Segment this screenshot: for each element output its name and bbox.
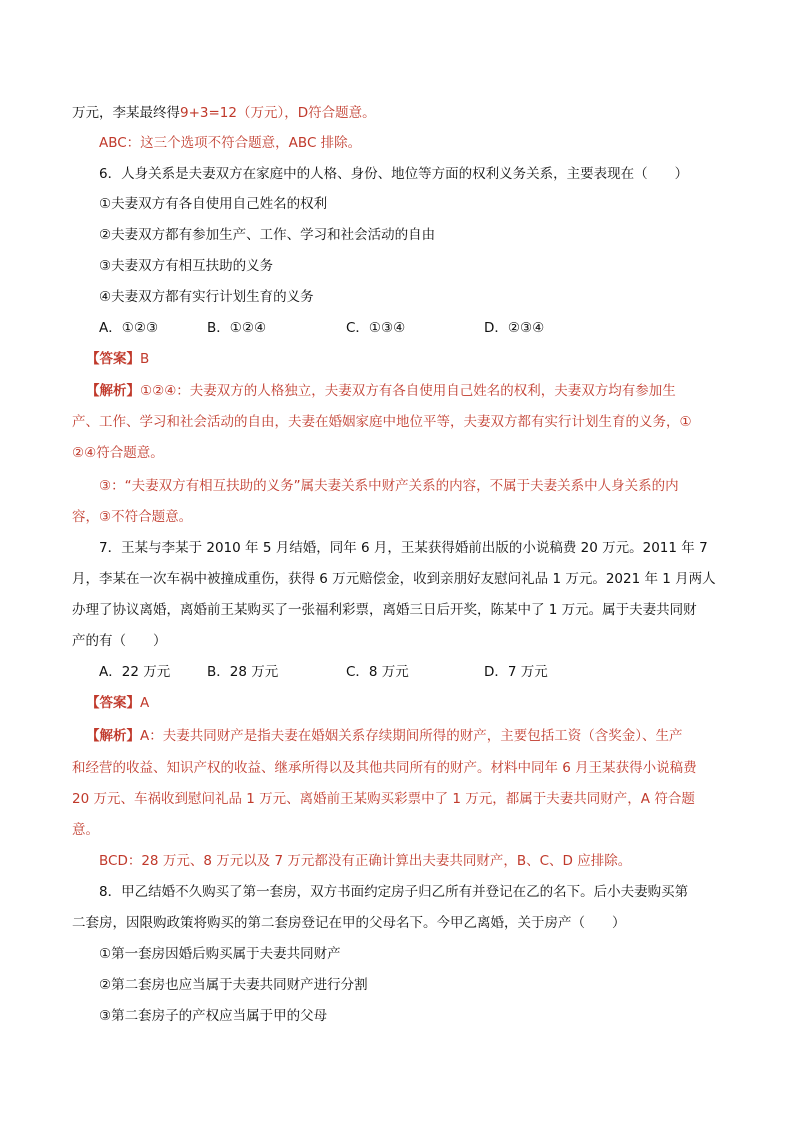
option-b: B．①②④ <box>207 320 267 336</box>
statement-line: ①夫妻双方有各自使用自己姓名的权利 <box>99 196 328 212</box>
option-c: C．①③④ <box>346 320 406 336</box>
option-c: C．8 万元 <box>346 664 409 680</box>
answer-line: 【答案】B <box>86 351 150 367</box>
option-d: D．7 万元 <box>484 664 548 680</box>
analysis-line: 【解析】①②④：夫妻双方的人格独立，夫妻双方有各自使用自己姓名的权利，夫妻双方均有参加生 <box>86 383 676 399</box>
analysis-line: ②④符合题意。 <box>72 445 164 461</box>
analysis-line: ③：“夫妻双方有相互扶助的义务”属夫妻关系中财产关系的内容，不属于夫妻关系中人身关系的内 <box>99 478 679 494</box>
statement-line: ①第一套房因婚后购买属于夫妻共同财产 <box>99 946 341 962</box>
statement-line: ④夫妻双方都有实行计划生育的义务 <box>99 289 314 305</box>
answer-line: 【答案】A <box>86 695 150 711</box>
analysis-line: 产、工作、学习和社会活动的自由，夫妻在婚姻家庭中地位平等，夫妻双方都有实行计划生育的义务，① <box>72 414 692 430</box>
question-7-stem: 月，李某在一次车祸中被撞成重伤，获得 6 万元赔偿金，收到亲朋好友慰问礼品 1 万元。2021 年 1 月两人 <box>72 571 716 587</box>
question-8-stem: 二套房，因限购政策将购买的第二套房登记在甲的父母名下。今甲乙离婚，关于房产（ ） <box>72 915 626 931</box>
option-d: D．②③④ <box>484 320 545 336</box>
statement-line: ②第二套房也应当属于夫妻共同财产进行分割 <box>99 977 368 993</box>
analysis-line: BCD：28 万元、8 万元以及 7 万元都没有正确计算出夫妻共同财产，B、C、D 应排除。 <box>99 853 632 869</box>
question-7-stem: 7．王某与李某于 2010 年 5 月结婚，同年 6 月，王某获得婚前出版的小说稿费 20 万元。2011 年 7 <box>99 540 708 556</box>
statement-line: ③夫妻双方有相互扶助的义务 <box>99 258 274 274</box>
statement-line: ③第二套房子的产权应当属于甲的父母 <box>99 1008 328 1024</box>
analysis-line: 意。 <box>72 822 99 838</box>
text-line: 万元，李某最终得9+3=12（万元），D符合题意。 <box>72 105 376 121</box>
question-7-stem: 办理了协议离婚，离婚前王某购买了一张福利彩票，离婚三日后开奖，陈某中了 1 万元。属于夫妻共同财 <box>72 602 697 618</box>
option-a: A．22 万元 <box>99 664 171 680</box>
analysis-line: 20 万元、车祸收到慰问礼品 1 万元、离婚前王某购买彩票中了 1 万元，都属于夫妻共同财产，A 符合题 <box>72 791 695 807</box>
question-7-stem: 产的有（ ） <box>72 633 167 649</box>
analysis-line: 【解析】A：夫妻共同财产是指夫妻在婚姻关系存续期间所得的财产，主要包括工资（含奖金）、生产 <box>86 728 683 744</box>
analysis-line: ABC：这三个选项不符合题意，ABC 排除。 <box>99 135 362 151</box>
analysis-line: 容，③不符合题意。 <box>72 509 193 525</box>
question-8-stem: 8．甲乙结婚不久购买了第一套房，双方书面约定房子归乙所有并登记在乙的名下。后小夫妻购买第 <box>99 884 689 900</box>
option-b: B．28 万元 <box>207 664 279 680</box>
question-6-stem: 6．人身关系是夫妻双方在家庭中的人格、身份、地位等方面的权利义务关系，主要表现在（ ） <box>99 166 689 182</box>
analysis-line: 和经营的收益、知识产权的收益、继承所得以及其他共同所有的财产。材料中同年 6 月王某获得小说稿费 <box>72 760 697 776</box>
option-a: A．①②③ <box>99 320 159 336</box>
statement-line: ②夫妻双方都有参加生产、工作、学习和社会活动的自由 <box>99 227 436 243</box>
